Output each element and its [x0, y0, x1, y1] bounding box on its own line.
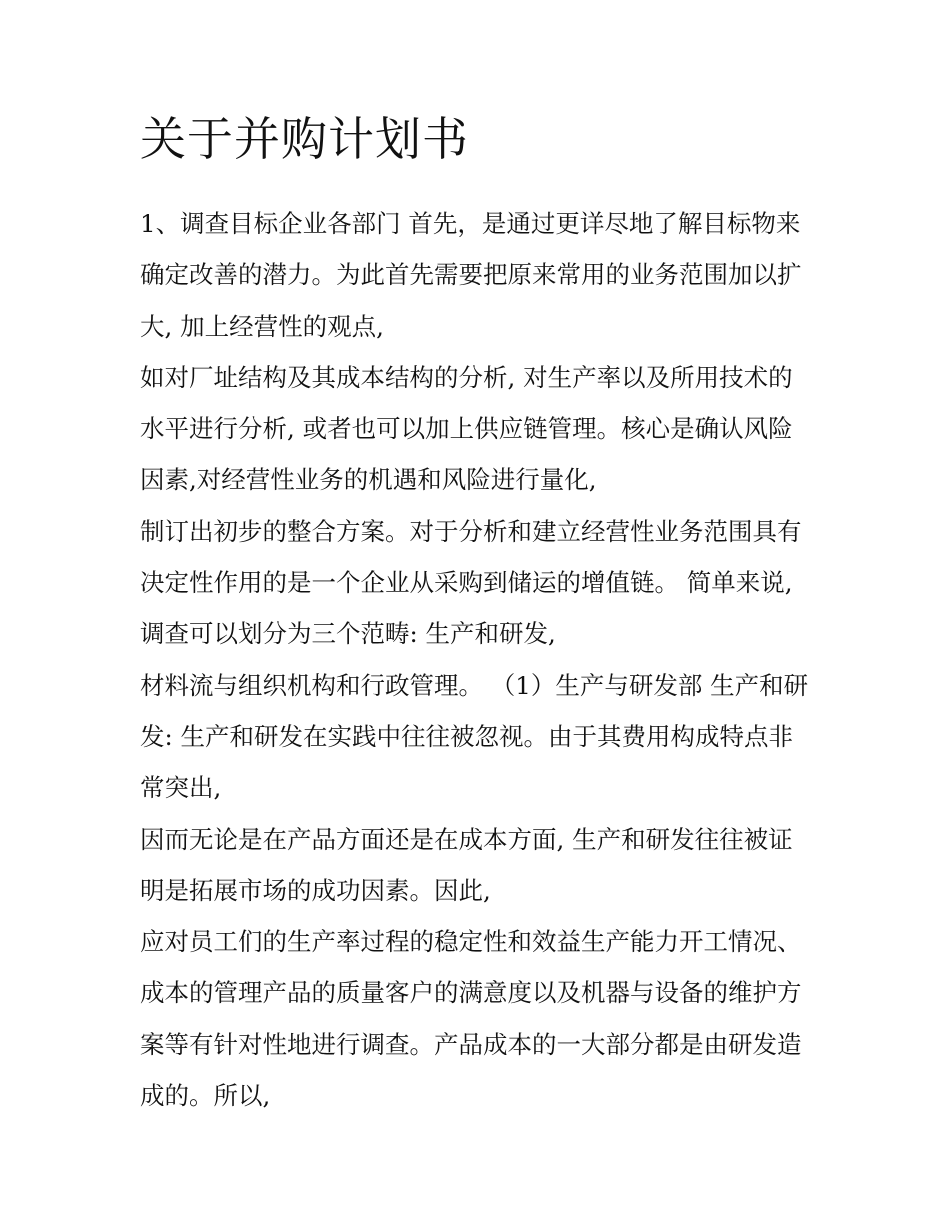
body-line-6: 因素,对经营性业务的机遇和风险进行量化,	[140, 465, 597, 495]
body-line-5: 水平进行分析, 或者也可以加上供应链管理。核心是确认风险	[140, 414, 793, 444]
body-line-16: 成本的管理产品的质量客户的满意度以及机器与设备的维护方	[140, 978, 802, 1008]
body-line-15: 应对员工们的生产率过程的稳定性和效益生产能力开工情况、	[140, 927, 802, 957]
body-line-18: 成的。所以,	[140, 1081, 271, 1111]
body-line-8: 决定性作用的是一个企业从采购到储运的增值链。 简单来说,	[140, 568, 793, 598]
body-line-1: 1、调查目标企业各部门 首先，是通过更详尽地了解目标物来	[140, 209, 801, 238]
body-line-10: 材料流与组织机构和行政管理。 （1）生产与研发部 生产和研	[140, 670, 809, 700]
body-line-11: 发: 生产和研发在实践中往往被忽视。由于其费用构成特点非	[140, 721, 794, 751]
document-title: 关于并购计划书	[140, 112, 469, 166]
body-line-4: 如对厂址结构及其成本结构的分析, 对生产率以及所用技术的	[140, 362, 793, 392]
body-line-12: 常突出,	[140, 773, 222, 803]
body-line-17: 案等有针对性地进行调查。产品成本的一大部分都是由研发造	[140, 1029, 802, 1059]
body-line-3: 大, 加上经营性的观点,	[140, 311, 384, 341]
body-line-14: 明是拓展市场的成功因素。因此,	[140, 875, 491, 905]
document-body	[140, 198, 820, 1121]
body-line-9: 调查可以划分为三个范畴: 生产和研发,	[140, 619, 556, 649]
body-line-13: 因而无论是在产品方面还是在成本方面, 生产和研发往往被证	[140, 824, 793, 854]
body-line-2: 确定改善的潜力。为此首先需要把原来常用的业务范围加以扩	[140, 260, 802, 290]
body-line-7: 制订出初步的整合方案。对于分析和建立经营性业务范围具有	[140, 516, 802, 546]
